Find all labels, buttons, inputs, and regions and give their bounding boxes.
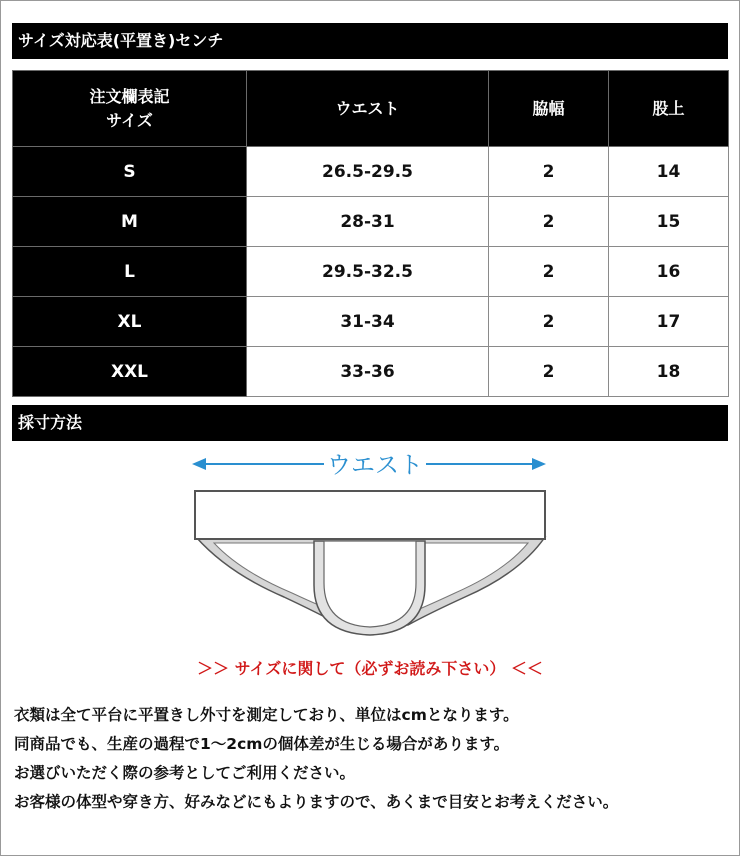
measure-method-title: 採寸方法 (18, 413, 83, 432)
table-row (13, 197, 729, 247)
size-cell: XXL (13, 347, 247, 397)
side-width-cell: 2 (489, 297, 609, 347)
note-line: お選びいただく際の参考としてご利用ください。 (14, 764, 356, 782)
waist-cell: 33-36 (247, 347, 489, 397)
size-cell: L (13, 247, 247, 297)
side-width-cell: 2 (489, 147, 609, 197)
header-rise: 股上 (609, 71, 729, 147)
size-table (12, 70, 729, 397)
note-line: お客様の体型や穿き方、好みなどにもよりますので、あくまで目安とお考えください。 (14, 793, 619, 811)
waist-measure-arrow (192, 451, 546, 479)
garment-diagram (0, 445, 740, 645)
side-width-cell: 2 (489, 347, 609, 397)
table-row (13, 247, 729, 297)
note-line: 同商品でも、生産の過程で1～2cmの個体差が生じる場合があります。 (14, 735, 510, 753)
table-row (13, 297, 729, 347)
underwear-illustration (195, 491, 545, 635)
waist-cell: 31-34 (247, 297, 489, 347)
size-notice-heading: ＞＞ サイズに関して（必ずお読み下さい） ＜＜ (197, 659, 543, 678)
arrow-left-head-icon (192, 458, 206, 470)
header-waist: ウエスト (247, 71, 489, 147)
side-width-cell: 2 (489, 197, 609, 247)
rise-cell: 16 (609, 247, 729, 297)
diagram-waist-label: ウエスト (327, 451, 423, 479)
rise-cell: 15 (609, 197, 729, 247)
size-cell: S (13, 147, 247, 197)
size-chart-title-bar (12, 23, 728, 59)
size-chart-title: サイズ対応表(平置き)センチ (18, 31, 224, 50)
header-side-width: 脇幅 (489, 71, 609, 147)
measure-method-title-bar (12, 405, 728, 441)
table-row (13, 147, 729, 197)
waist-cell: 29.5-32.5 (247, 247, 489, 297)
rise-cell: 18 (609, 347, 729, 397)
rise-cell: 14 (609, 147, 729, 197)
note-line: 衣類は全て平台に平置きし外寸を測定しており、単位はcmとなります。 (14, 706, 519, 724)
rise-cell: 17 (609, 297, 729, 347)
size-cell: XL (13, 297, 247, 347)
table-row (13, 347, 729, 397)
arrow-right-head-icon (532, 458, 546, 470)
table-header-row (13, 71, 729, 147)
header-order-size-line2: サイズ (106, 110, 153, 130)
header-order-size-line1: 注文欄表記 (89, 86, 170, 106)
size-cell: M (13, 197, 247, 247)
size-notes (14, 701, 730, 817)
header-order-size (13, 71, 247, 147)
waist-cell: 26.5-29.5 (247, 147, 489, 197)
side-width-cell: 2 (489, 247, 609, 297)
waist-cell: 28-31 (247, 197, 489, 247)
